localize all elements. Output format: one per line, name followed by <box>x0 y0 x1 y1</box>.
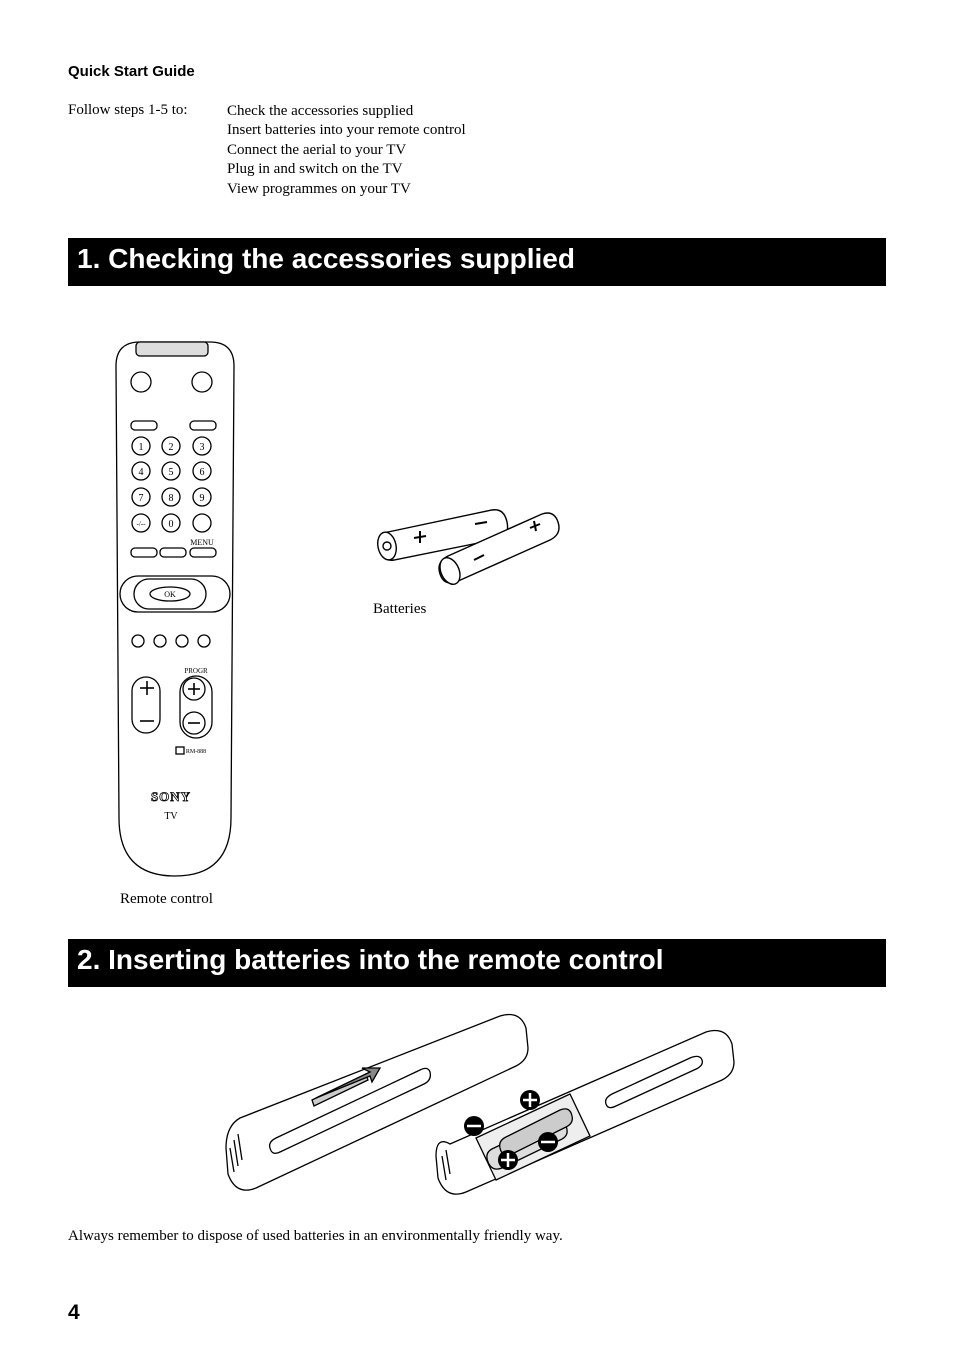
digit-label: 3 <box>199 442 205 453</box>
guide-header: Quick Start Guide <box>68 63 195 80</box>
digit-label: 2 <box>168 442 174 453</box>
digit-label: 9 <box>199 493 205 504</box>
digit-label: 0 <box>168 519 174 530</box>
disposal-note: Always remember to dispose of used batteries in an environmentally friendly way. <box>68 1228 563 1244</box>
step-item: Plug in and switch on the TV <box>227 161 403 178</box>
model-label: RM-888 <box>185 749 207 755</box>
menu-label: MENU <box>190 538 214 547</box>
remote-control-illustration <box>110 338 240 883</box>
page-number: 4 <box>68 1301 80 1324</box>
digit-label: 1 <box>138 442 144 453</box>
step-item: Check the accessories supplied <box>227 103 414 119</box>
brand-logo: SONY <box>150 789 192 804</box>
remote-caption: Remote control <box>120 891 213 907</box>
steps-list <box>227 102 466 199</box>
digit-label: 5 <box>168 467 174 478</box>
batteries-illustration <box>370 500 570 600</box>
ok-label: OK <box>164 590 176 599</box>
step-item: Insert batteries into your remote control <box>227 122 466 139</box>
section-banner-2 <box>68 939 886 987</box>
section-banner-1 <box>68 238 886 286</box>
digit-label: 4 <box>138 467 144 478</box>
digit-label: -/-- <box>136 520 146 528</box>
digit-label: 8 <box>168 493 174 504</box>
step-item: Connect the aerial to your TV <box>227 141 407 158</box>
digit-label: 6 <box>199 467 205 478</box>
batteries-caption: Batteries <box>373 601 427 617</box>
step-item: View programmes on your TV <box>227 180 411 197</box>
intro-label: Follow steps 1-5 to: <box>68 102 188 118</box>
battery-insertion-illustration <box>220 1008 740 1208</box>
digit-label: 7 <box>138 493 144 504</box>
progr-label: PROGR <box>184 667 208 675</box>
section-title-2: 2. Inserting batteries into the remote control <box>77 944 664 975</box>
section-title-1: 1. Checking the accessories supplied <box>77 243 575 274</box>
tv-label: TV <box>164 811 178 822</box>
